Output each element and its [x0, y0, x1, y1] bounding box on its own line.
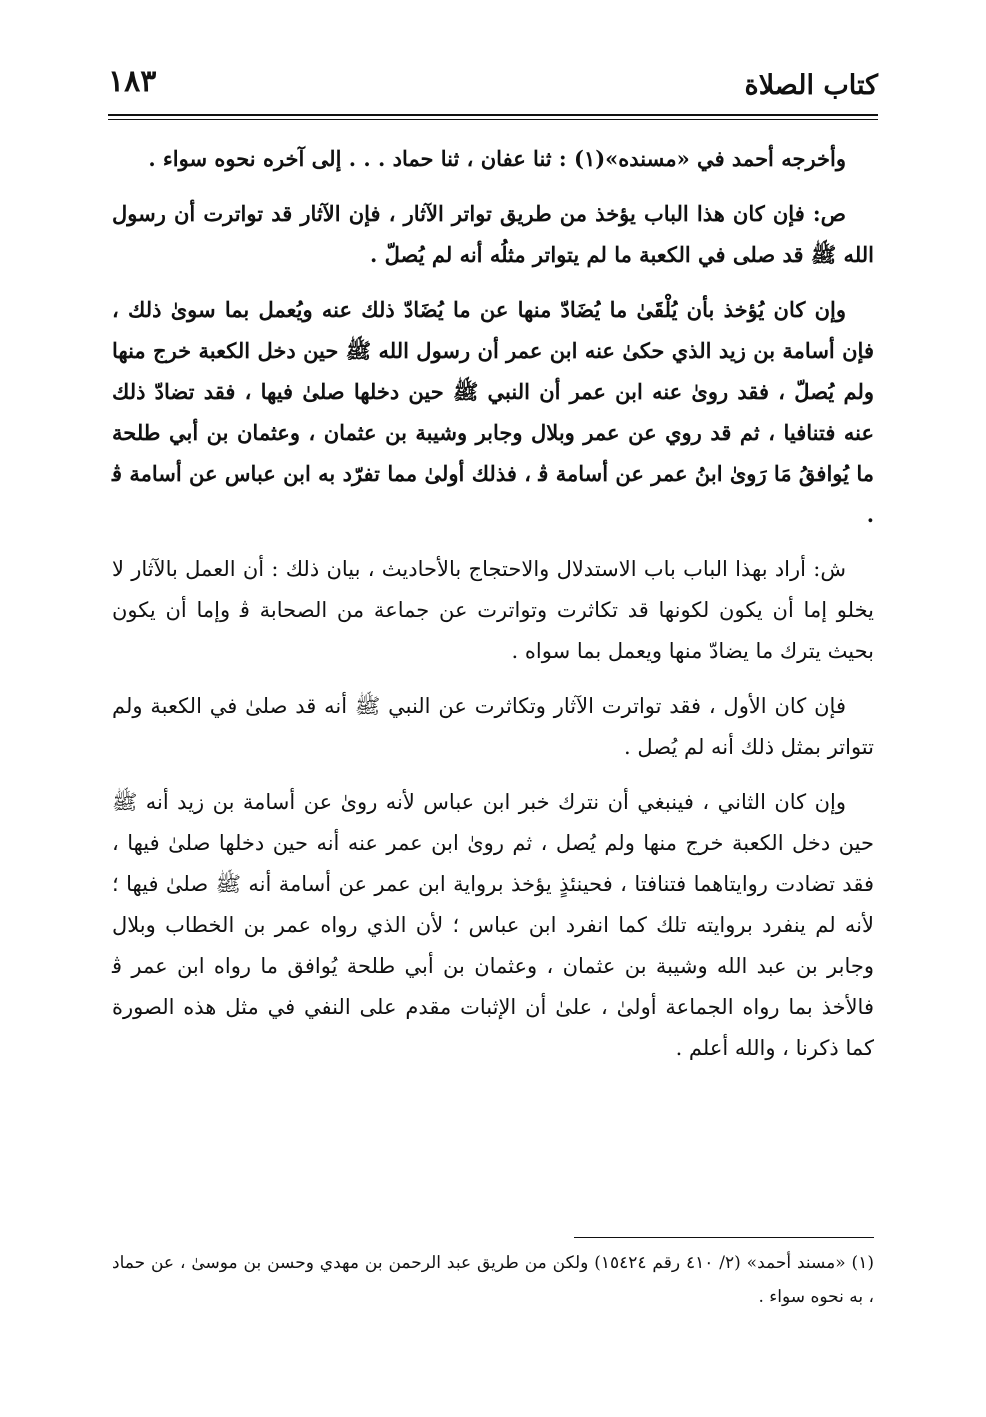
paragraph-shin-1: ش: أراد بهذا الباب باب الاستدلال والاحتجاج بالأحاديث ، بيان ذلك : أن العمل بالآثار لا يخلو إما أن يكون لكونها قد تكاثرت وتواترت عن جماعة من الصحابة ﭬ وإما أن يكون بحيث يترك ما يضادّ منها ويعمل بما سواه .: [112, 557, 874, 663]
main-text: [112, 138, 874, 1083]
paragraph-ahmad-citation: وأخرجه أحمد في «مسنده»(١) : ثنا عفان ، ثنا حماد . . . إلى آخره نحوه سواء .: [148, 146, 846, 171]
page-number: ١٨٣: [108, 64, 157, 99]
paragraph-shin-3: وإن كان الثاني ، فينبغي أن نترك خبر ابن عباس لأنه روىٰ عن أسامة بن زيد أنه ﷺ حين دخل الكعبة خرج منها ولم يُصل ، ثم روىٰ ابن عمر عنه أنه حين دخلها صلىٰ فيها ، فقد تضادت روايتاهما فتنافتا ، فحينئذٍ يؤخذ برواية ابن عمر عن أسامة أنه ﷺ صلىٰ فيها ؛ لأنه لم ينفرد بروايته تلك كما انفرد ابن عباس ؛ لأن الذي رواه عمر بن الخطاب وبلال وجابر بن عبد الله وشيبة بن عثمان ، وعثمان بن أبي طلحة يُوافق ما رواه ابن عمر ﭬ فالأخذ بما رواه الجماعة أولىٰ ، علىٰ أن الإثبات مقدم على النفي في مثل هذه الصورة كما ذكرنا ، والله أعلم .: [112, 790, 874, 1060]
header-rule: [108, 114, 878, 116]
paragraph-sad-2: وإن كان يُؤخذ بأن يُلْقَىٰ ما يُضَادّ منها عن ما يُضَادّ ذلك عنه ويُعمل بما سوىٰ ذلك ، فإن أسامة بن زيد الذي حكىٰ عنه ابن عمر أن رسول الله ﷺ حين دخل الكعبة خرج منها ولم يُصلّ ، فقد روىٰ عنه ابن عمر أن النبي ﷺ حين دخلها صلىٰ فيها ، فقد تضادّ ذلك عنه فتنافيا ، ثم قد روي عن عمر وبلال وجابر وشيبة بن عثمان ، وعثمان بن أبي طلحة ما يُوافقُ مَا رَوىٰ ابنُ عمر عن أسامة ﭬ ، فذلك أولىٰ مما تفرّد به ابن عباس عن أسامة ﭬ .: [112, 297, 874, 527]
footnote-rule: [574, 1237, 874, 1238]
running-title: كتاب الصلاة: [744, 70, 878, 101]
paragraph-sad-1: ص: فإن كان هذا الباب يؤخذ من طريق تواتر الآثار ، فإن الآثار قد تواترت أن رسول الله ﷺ قد صلى في الكعبة ما لم يتواتر مثلُه أنه لم يُصلّ .: [112, 201, 874, 267]
footnote: (١) «مسند أحمد» (٢/ ٤١٠ رقم ١٥٤٢٤) ولكن من طريق عبد الرحمن بن مهدي وحسن بن موسىٰ ، عن حماد ، به نحوه سواء .: [112, 1253, 874, 1307]
paragraph-shin-2: فإن كان الأول ، فقد تواترت الآثار وتكاثرت عن النبي ﷺ أنه قد صلىٰ في الكعبة ولم تتواتر بمثل ذلك أنه لم يُصل .: [112, 694, 874, 759]
header-rule-thin: [108, 119, 878, 120]
page-header: [108, 58, 878, 110]
